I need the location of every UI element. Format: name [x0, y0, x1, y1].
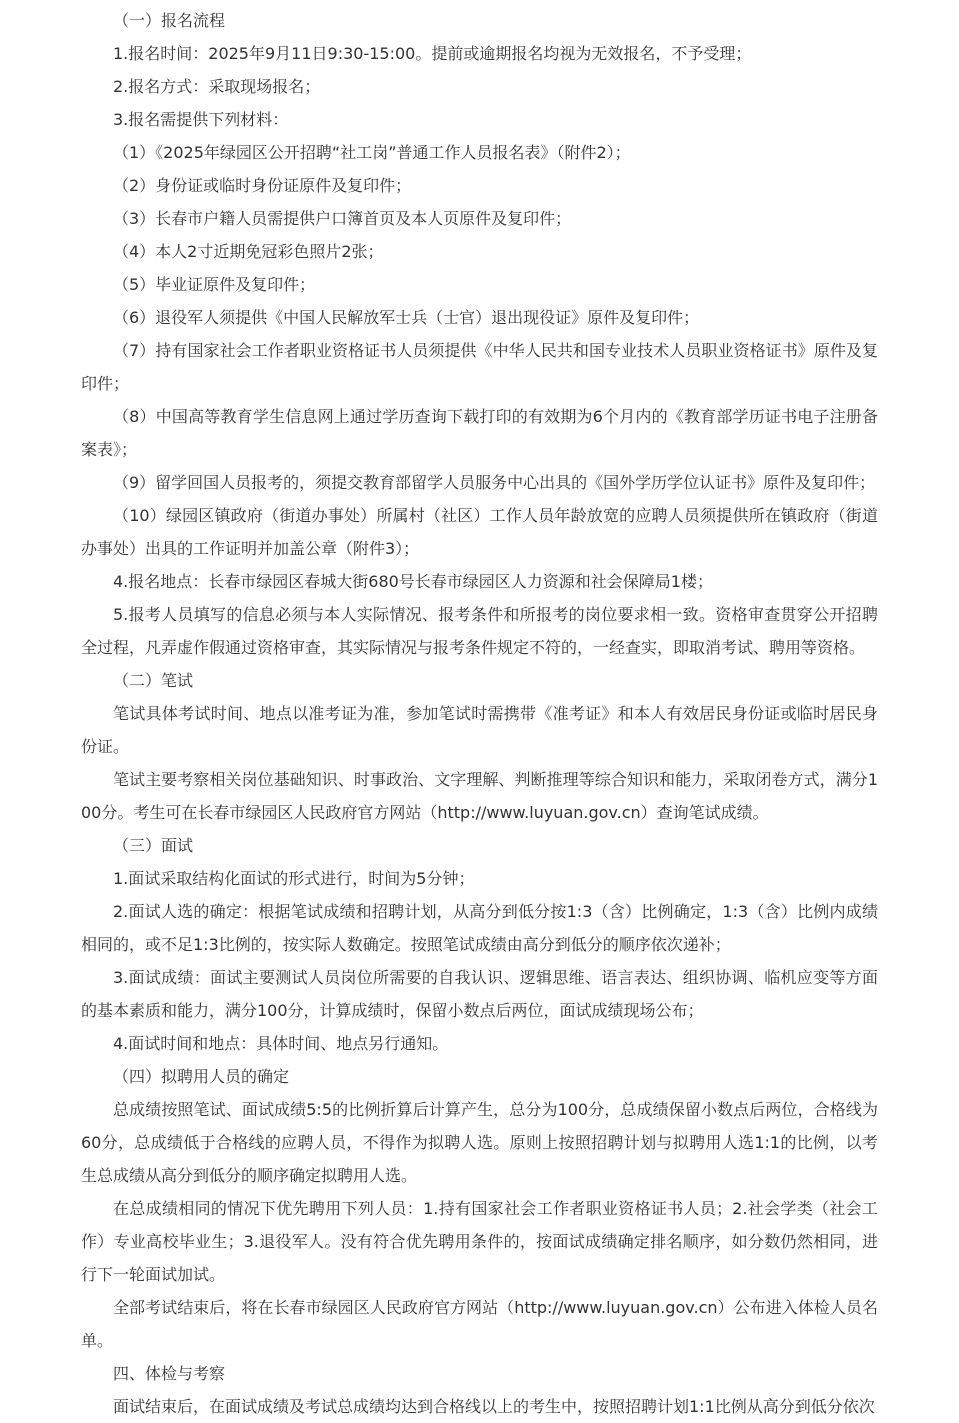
- material-item-3: （3）长春市户籍人员需提供户口簿首页及本人页原件及复印件；: [113, 209, 572, 228]
- material-item-9: （9）留学回国人员报考的，须提交教育部留学人员服务中心出具的《国外学历学位认证书》原件及复印件；: [113, 473, 876, 492]
- paragraph-priority-hiring: 在总成绩相同的情况下优先聘用下列人员：1.持有国家社会工作者职业资格证书人员；2.社会学类（社会工作）专业高校毕业生；3.退役军人。没有符合优先聘用条件的，按面试成绩确定排名顺序，如分数仍然相同，进行下一轮面试加试。: [81, 1199, 878, 1284]
- material-item-2: （2）身份证或临时身份证原件及复印件；: [113, 176, 412, 195]
- material-item-10: （10）绿园区镇政府（街道办事处）所属村（社区）工作人员年龄放宽的应聘人员须提供所在镇政府（街道办事处）出具的工作证明并加盖公章（附件3）；: [81, 506, 878, 558]
- paragraph-interview-time-location: 4.面试时间和地点：具体时间、地点另行通知。: [113, 1034, 449, 1053]
- paragraph-physical-exam-list: 全部考试结束后，将在长春市绿园区人民政府官方网站（http://www.luyuan.gov.cn）公布进入体检人员名单。: [81, 1298, 878, 1350]
- paragraph-registration-time: 1.报名时间：2025年9月11日9:30-15:00。提前或逾期报名均视为无效报名，不予受理；: [113, 44, 752, 63]
- section-heading-physical-exam-inspection: 四、体检与考察: [113, 1364, 226, 1383]
- material-item-6: （6）退役军人须提供《中国人民解放军士兵（士官）退出现役证》原件及复印件；: [113, 308, 700, 327]
- document-body: [81, 4, 878, 1423]
- material-item-7: （7）持有国家社会工作者职业资格证书人员须提供《中华人民共和国专业技术人员职业资格证书》原件及复印件；: [81, 341, 878, 393]
- material-item-4: （4）本人2寸近期免冠彩色照片2张；: [113, 242, 384, 261]
- paragraph-after-interview: 面试结束后，在面试成绩及考试总成绩均达到合格线以上的考生中，按照招聘计划1:1比例从高分到低分依次: [113, 1397, 875, 1416]
- paragraph-interview-score: 3.面试成绩：面试主要测试人员岗位所需要的自我认识、逻辑思维、语言表达、组织协调、临机应变等方面的基本素质和能力，满分100分，计算成绩时，保留小数点后两位，面试成绩现场公布；: [81, 968, 878, 1020]
- paragraph-written-exam-time: 笔试具体考试时间、地点以准考证为准，参加笔试时需携带《准考证》和本人有效居民身份证或临时居民身份证。: [81, 704, 878, 756]
- material-item-8: （8）中国高等教育学生信息网上通过学历查询下载打印的有效期为6个月内的《教育部学历证书电子注册备案表》；: [81, 407, 878, 459]
- paragraph-registration-location: 4.报名地点：长春市绿园区春城大街680号长春市绿园区人力资源和社会保障局1楼；: [113, 572, 713, 591]
- section-heading-written-exam: （二）笔试: [113, 671, 194, 690]
- paragraph-interview-candidates: 2.面试人选的确定：根据笔试成绩和招聘计划，从高分到低分按1:3（含）比例确定，1:3（含）比例内成绩相同的，或不足1:3比例的，按实际人数确定。按照笔试成绩由高分到低分的顺序依次递补；: [81, 902, 878, 954]
- paragraph-total-score: 总成绩按照笔试、面试成绩5:5的比例折算后计算产生，总分为100分，总成绩保留小数点后两位，合格线为60分，总成绩低于合格线的应聘人员，不得作为拟聘人选。原则上按照招聘计划与拟聘用人选1:1的比例，以考生总成绩从高分到低分的顺序确定拟聘用人选。: [81, 1100, 878, 1185]
- paragraph-written-exam-content: 笔试主要考察相关岗位基础知识、时事政治、文字理解、判断推理等综合知识和能力，采取闭卷方式，满分100分。考生可在长春市绿园区人民政府官方网站（http://www.luyuan.gov.cn）查询笔试成绩。: [81, 770, 878, 822]
- paragraph-registration-method: 2.报名方式：采取现场报名；: [113, 77, 321, 96]
- section-heading-hiring-determination: （四）拟聘用人员的确定: [113, 1067, 290, 1086]
- material-item-5: （5）毕业证原件及复印件；: [113, 275, 316, 294]
- paragraph-required-materials: 3.报名需提供下列材料：: [113, 110, 289, 129]
- paragraph-information-accuracy: 5.报考人员填写的信息必须与本人实际情况、报考条件和所报考的岗位要求相一致。资格审查贯穿公开招聘全过程，凡弄虚作假通过资格审查，其实际情况与报考条件规定不符的，一经查实，即取消考试、聘用等资格。: [81, 605, 878, 657]
- material-item-1: （1）《2025年绿园区公开招聘“社工岗”普通工作人员报名表》（附件2）；: [113, 143, 631, 162]
- paragraph-interview-format: 1.面试采取结构化面试的形式进行，时间为5分钟；: [113, 869, 475, 888]
- section-heading-interview: （三）面试: [113, 836, 194, 855]
- section-heading-registration-process: （一）报名流程: [113, 11, 226, 30]
